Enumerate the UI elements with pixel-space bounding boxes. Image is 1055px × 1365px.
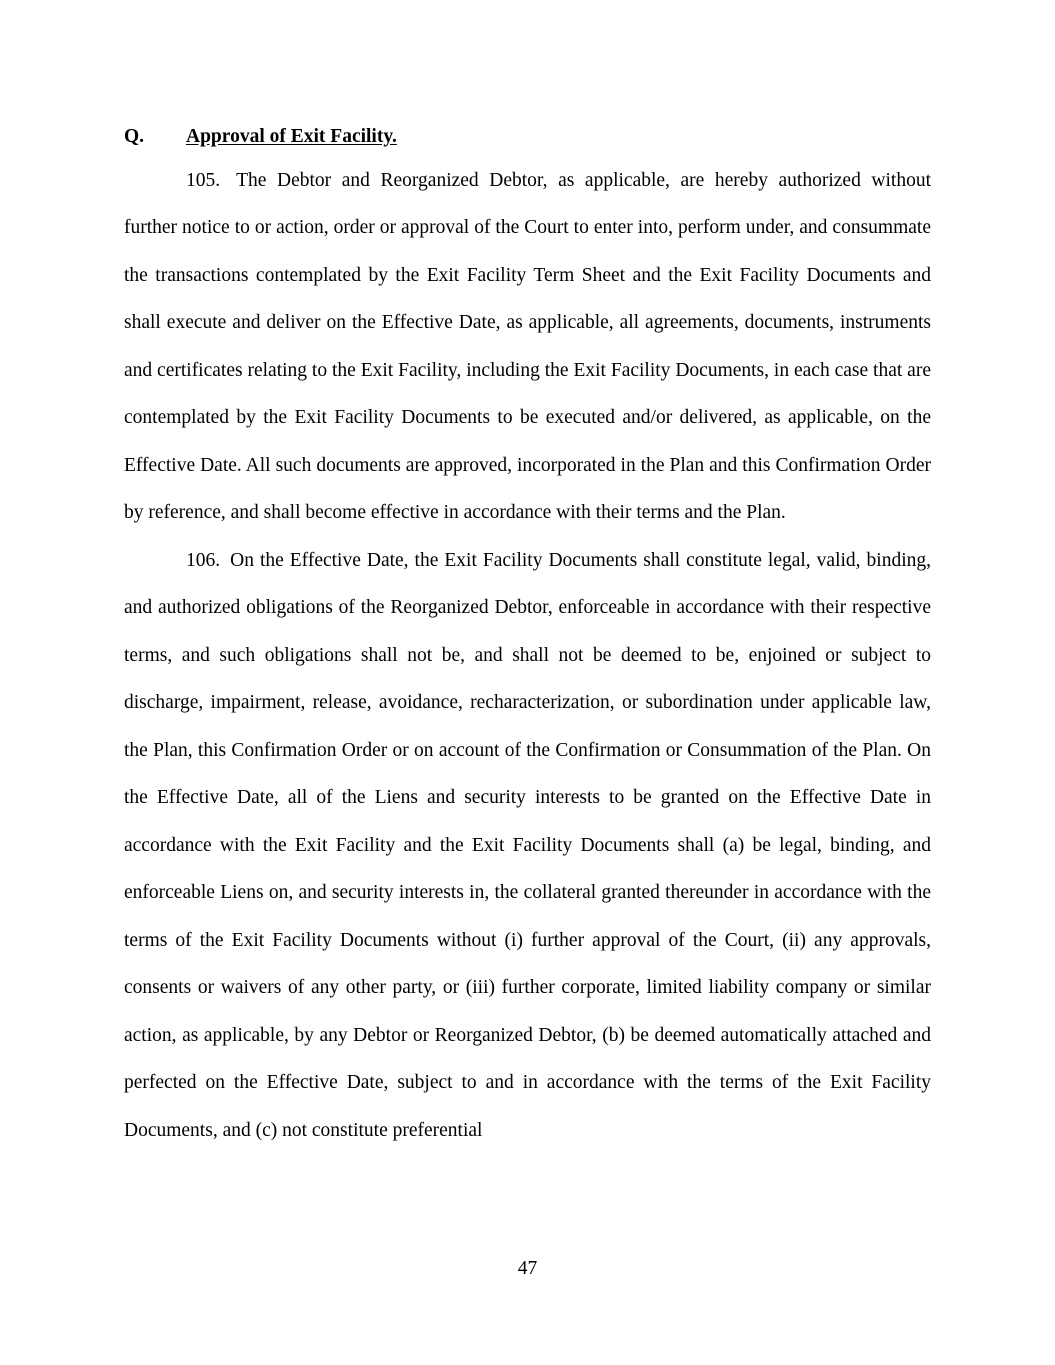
section-title: Approval of Exit Facility. (186, 126, 397, 147)
paragraph-105 (124, 157, 931, 537)
body-text (124, 157, 931, 1155)
paragraph-text: On the Effective Date, the Exit Facility Documents shall constitute legal, valid, binding, and authorized obligations of the Reorganized Debtor, enforceable in accordance with their respective terms, and such obligations shall not be, and shall not be deemed to be, enjoined or subject to discharge, impairment, release, avoidance, recharacterization, or subordination under applicable law, the Plan, this Confirmation Order or on account of the Confirmation or Consummation of the Plan. On the Effective Date, all of the Liens and security interests to be granted on the Effective Date in accordance with the Exit Facility and the Exit Facility Documents shall (a) be legal, binding, and enforceable Liens on, and security interests in, the collateral granted thereunder in accordance with the terms of the Exit Facility Documents without (i) further approval of the Court, (ii) any approvals, consents or waivers of any other party, or (iii) further corporate, limited liability company or similar action, as applicable, by any Debtor or Reorganized Debtor, (b) be deemed automatically attached and perfected on the Effective Date, subject to and in accordance with the terms of the Exit Facility Documents, and (c) not constitute preferential (124, 549, 931, 1141)
paragraph-text: The Debtor and Reorganized Debtor, as applicable, are hereby authorized without further notice to or action, order or approval of the Court to enter into, perform under, and consummate the transactions contemplated by the Exit Facility Term Sheet and the Exit Facility Documents and shall execute and deliver on the Effective Date, as applicable, all agreements, documents, instruments and certificates relating to the Exit Facility, including the Exit Facility Documents, in each case that are contemplated by the Exit Facility Documents to be executed and/or delivered, as applicable, on the Effective Date. All such documents are approved, incorporated in the Plan and this Confirmation Order by reference, and shall become effective in accordance with their terms and the Plan. (124, 169, 931, 523)
paragraph-number: 106. (186, 549, 221, 571)
paragraph-number: 105. (186, 169, 221, 191)
section-heading (124, 124, 397, 150)
section-letter: Q. (124, 126, 145, 147)
paragraph-106 (124, 537, 931, 1155)
page-number: 47 (517, 1258, 538, 1279)
